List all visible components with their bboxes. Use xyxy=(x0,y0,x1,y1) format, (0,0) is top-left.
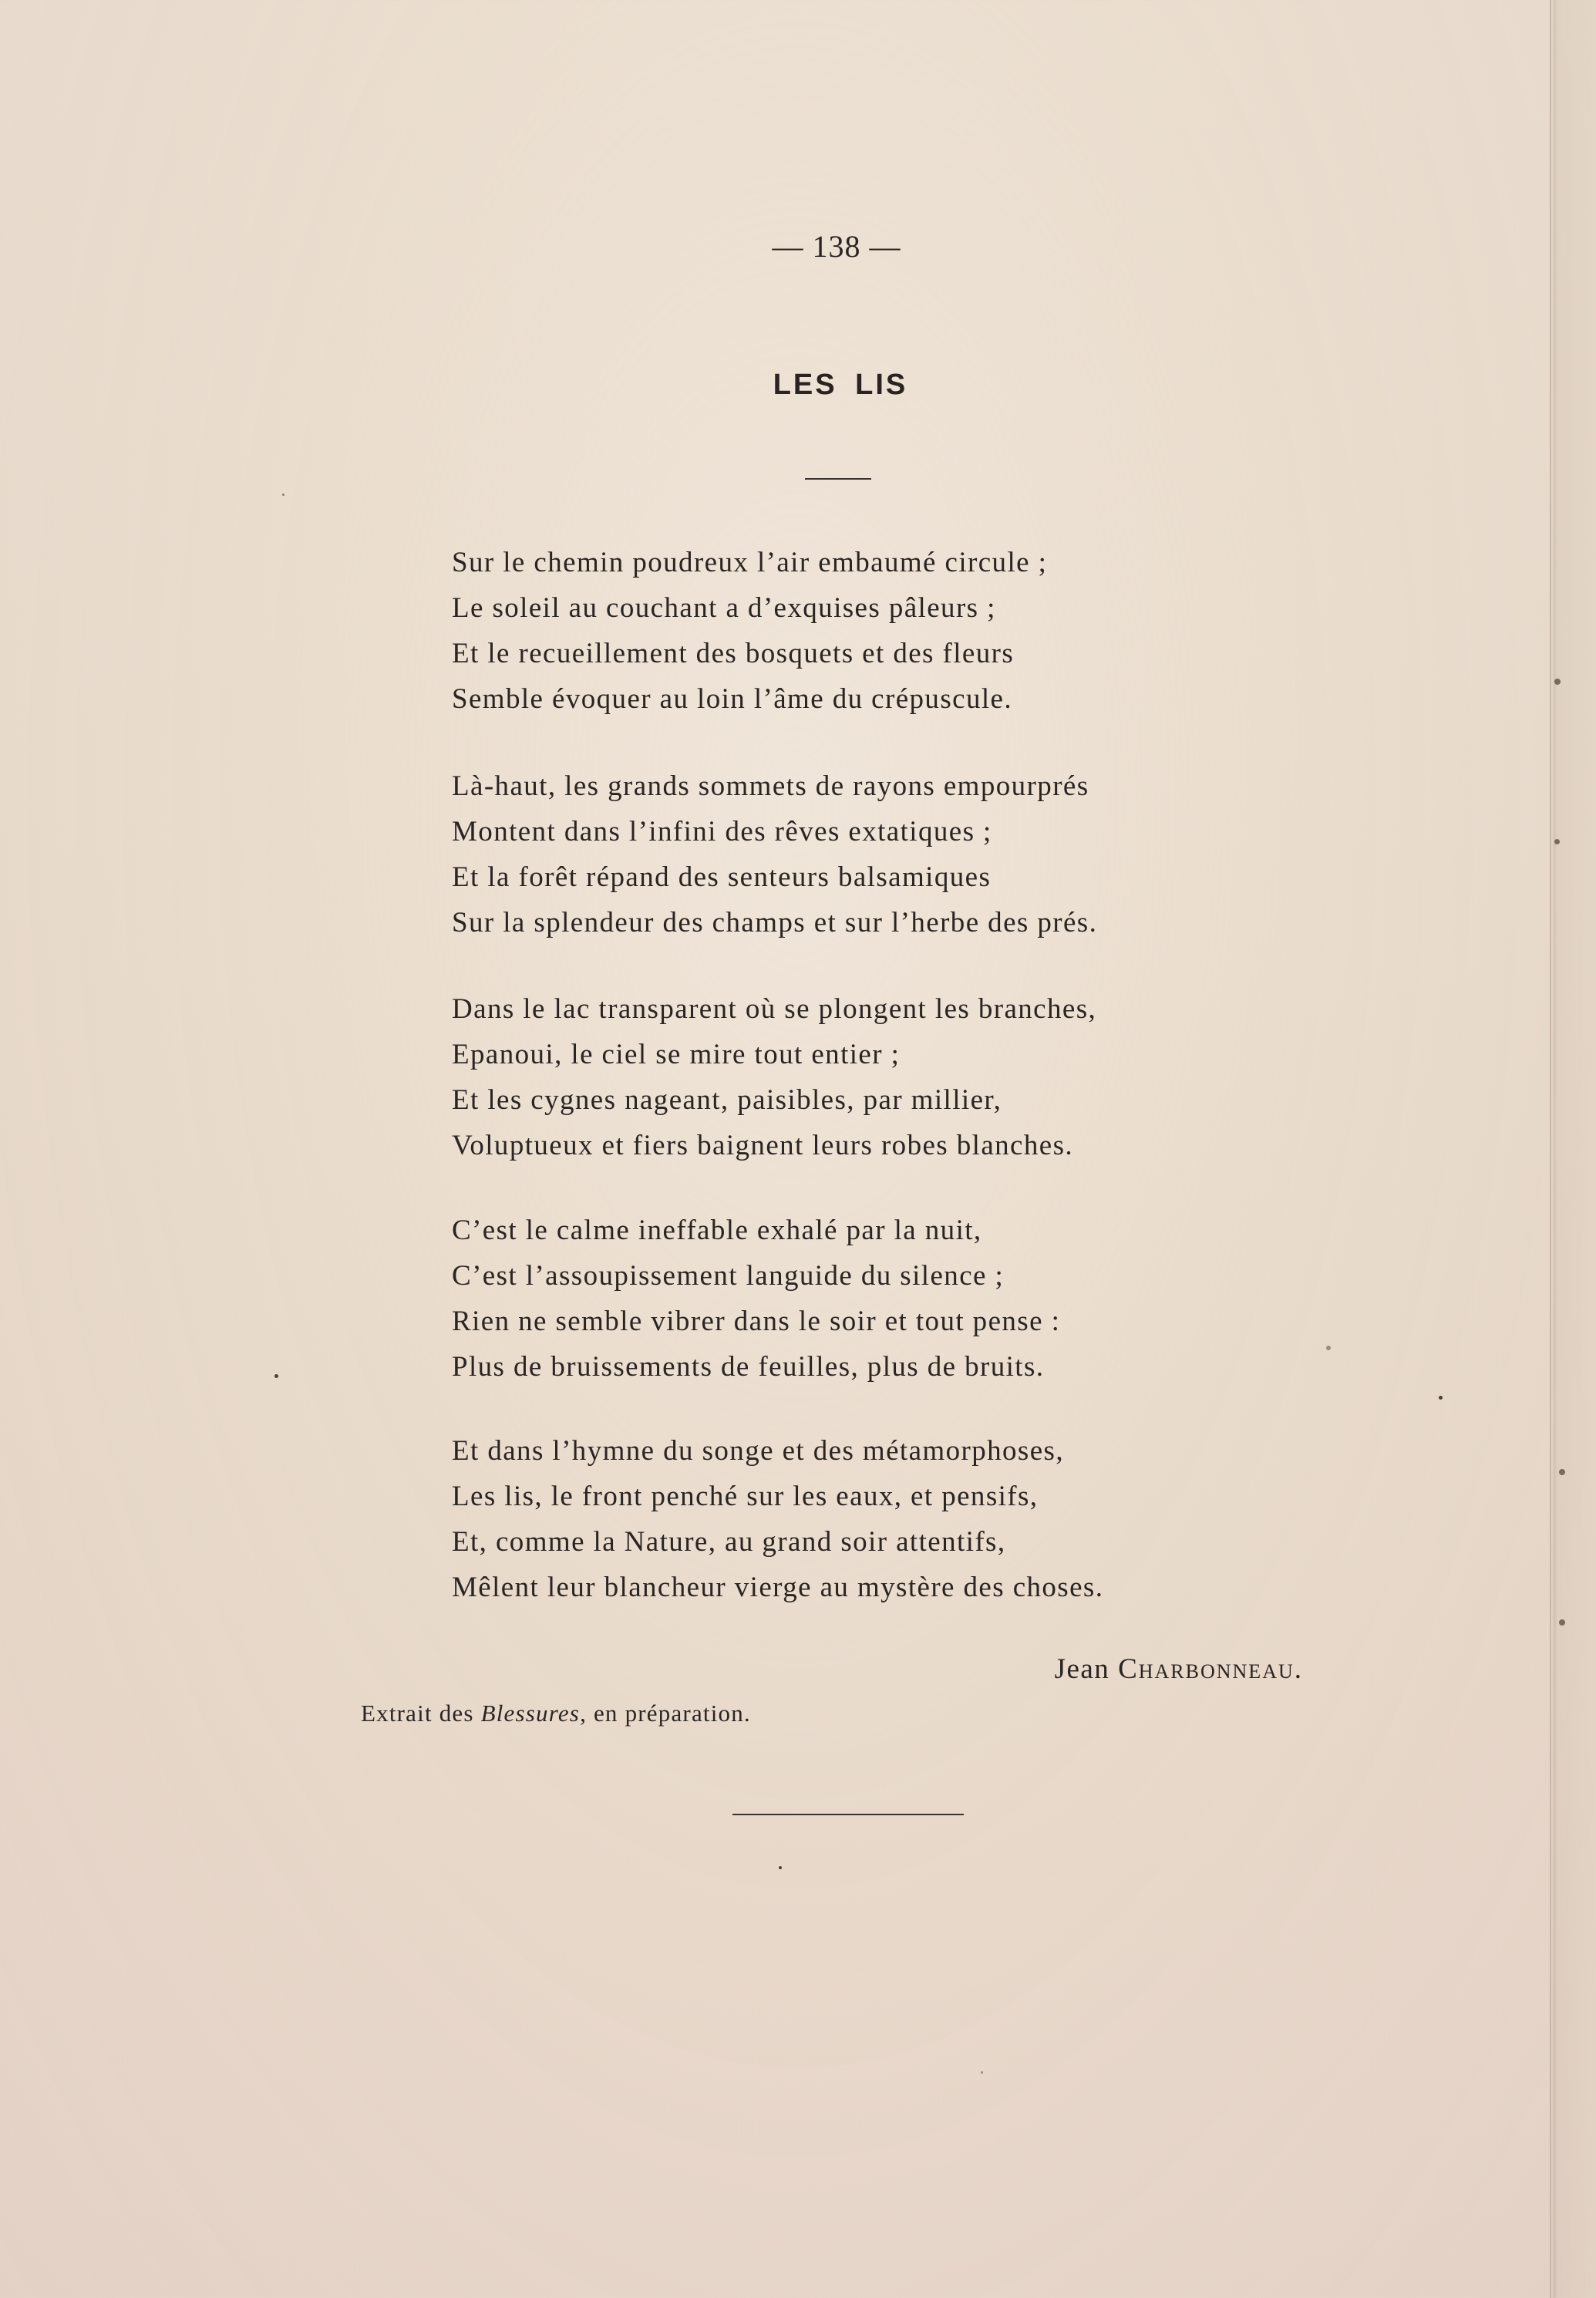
paper-speck xyxy=(1439,1396,1443,1400)
end-divider xyxy=(732,1814,964,1815)
verse-line: Sur la splendeur des champs et sur l’herbe des prés. xyxy=(452,907,1098,938)
stanza-4 xyxy=(452,1208,1261,1390)
paper-speck xyxy=(981,2071,983,2074)
stanza-1 xyxy=(452,540,1261,722)
verse-line: Semble évoquer au loin l’âme du crépuscule. xyxy=(452,683,1012,715)
title-divider xyxy=(805,478,871,480)
paper-speck xyxy=(779,1866,782,1869)
author-first-name: Jean xyxy=(1054,1653,1110,1685)
page-number: — 138 — xyxy=(772,229,901,264)
stanza-3 xyxy=(452,986,1261,1168)
verse-line: Et le recueillement des bosquets et des fleurs xyxy=(452,638,1015,669)
verse-line: Voluptueux et fiers baignent leurs robes blanches. xyxy=(452,1130,1074,1161)
verse-line: Et dans l’hymne du songe et des métamorphoses, xyxy=(452,1435,1064,1467)
source-note-suffix: , en préparation. xyxy=(580,1700,751,1727)
poem-title: LES LIS xyxy=(773,369,908,401)
verse-line: Sur le chemin poudreux l’air embaumé circule ; xyxy=(452,547,1048,578)
author-signature xyxy=(925,1653,1303,1686)
verse-line: Montent dans l’infini des rêves extatiques ; xyxy=(452,816,992,847)
stanza-5 xyxy=(452,1428,1261,1610)
source-note-prefix: Extrait des xyxy=(361,1700,474,1727)
source-book-title: Blessures xyxy=(480,1700,581,1727)
verse-line: Dans le lac transparent où se plongent les branches, xyxy=(452,993,1097,1025)
author-surname: Charbonneau. xyxy=(1118,1653,1303,1685)
paper-speck xyxy=(282,494,285,496)
verse-line: Et, comme la Nature, au grand soir attentifs, xyxy=(452,1526,1006,1558)
paper-speck xyxy=(1554,839,1560,844)
paper-speck xyxy=(1326,1346,1331,1350)
paper-speck xyxy=(274,1374,278,1378)
verse-line: Mêlent leur blancheur vierge au mystère des choses. xyxy=(452,1572,1104,1603)
paper-speck xyxy=(1559,1469,1565,1475)
verse-line: Le soleil au couchant a d’exquises pâleurs ; xyxy=(452,592,996,624)
verse-line: Plus de bruissements de feuilles, plus de bruits. xyxy=(452,1351,1045,1383)
verse-line: C’est le calme ineffable exhalé par la nuit, xyxy=(452,1215,982,1246)
paper-speck xyxy=(1559,1619,1565,1626)
stanza-2 xyxy=(452,763,1261,945)
verse-line: Epanoui, le ciel se mire tout entier ; xyxy=(452,1039,901,1070)
verse-line: Et la forêt répand des senteurs balsamiques xyxy=(452,861,992,893)
verse-line: Et les cygnes nageant, paisibles, par millier, xyxy=(452,1084,1002,1116)
verse-line: C’est l’assoupissement languide du silence ; xyxy=(452,1260,1005,1292)
page-edge xyxy=(1550,0,1596,2298)
verse-line: Rien ne semble vibrer dans le soir et tout pense : xyxy=(452,1306,1061,1337)
verse-line: Les lis, le front penché sur les eaux, et pensifs, xyxy=(452,1481,1039,1512)
verse-line: Là-haut, les grands sommets de rayons empourprés xyxy=(452,770,1089,802)
source-note xyxy=(361,1700,1055,1727)
paper-speck xyxy=(1554,679,1561,685)
